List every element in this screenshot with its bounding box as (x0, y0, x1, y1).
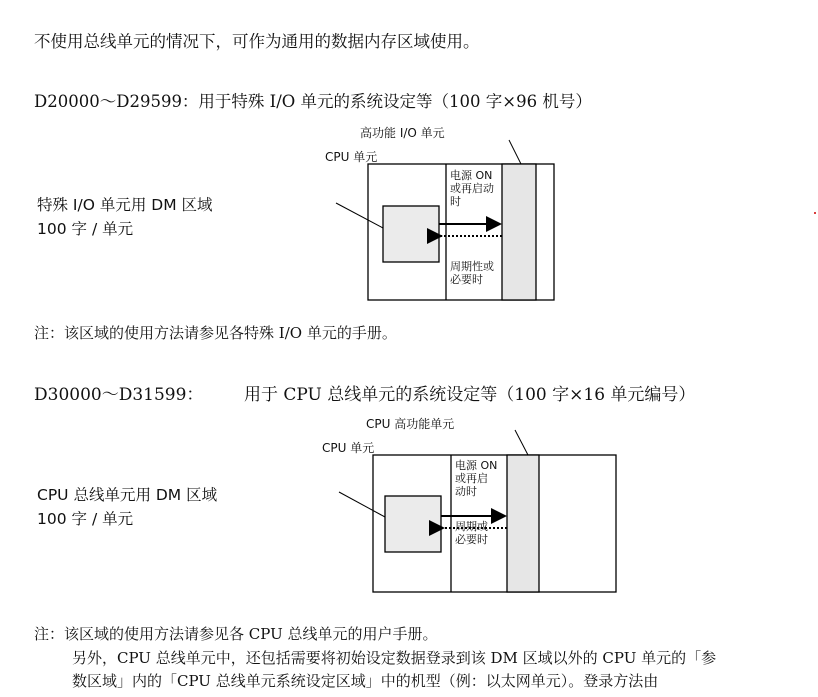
poweron-label-2 (455, 459, 497, 498)
periodic-line1: 周期或 (455, 520, 488, 533)
highfunc-unit-slot-2 (507, 455, 539, 592)
section2-note-line2: 另外，CPU 总线单元中，还包括需要将初始设定数据登录到该 DM 区域以外的 CPU 单元的「参 (72, 649, 717, 667)
highfunc-pointer-1 (509, 140, 521, 164)
label-highfunc-2: CPU 高功能单元 (366, 417, 455, 431)
highfunc-pointer-2 (515, 430, 528, 455)
poweron-line1: 电源 ON (450, 169, 493, 182)
section2-heading-code: D30000～D31599： (34, 385, 204, 405)
section2-heading-desc: 用于 CPU 总线单元的系统设定等（100 字×16 单元编号） (244, 385, 696, 405)
section2-note-line3: 数区域」内的「CPU 总线单元系统设定区域」中的机型（例：以太网单元）。登录方法由 (72, 672, 659, 690)
dm-area-label-2 (37, 483, 217, 531)
label-cpu-1: CPU 单元 (325, 150, 378, 164)
dm-area-box-1 (383, 206, 439, 262)
dm-area-line2: 100 字 / 单元 (37, 220, 134, 238)
dm-area-line1: CPU 总线单元用 DM 区域 (37, 486, 218, 504)
section2-note-line1: 注：该区域的使用方法请参见各 CPU 总线单元的用户手册。 (34, 625, 438, 643)
label-highfunc-1: 高功能 I/O 单元 (360, 126, 445, 140)
dm-area-box-2 (385, 496, 441, 552)
periodic-line1: 周期性或 (450, 260, 494, 273)
intro-text: 不使用总线单元的情况下，可作为通用的数据内存区域使用。 (34, 32, 480, 51)
dm-area-label-1 (37, 193, 213, 241)
margin-mark (814, 212, 816, 214)
periodic-line2: 必要时 (455, 533, 488, 546)
periodic-label-1 (450, 260, 494, 286)
highfunc-unit-slot-1 (502, 164, 536, 300)
poweron-line2: 或再启 (455, 472, 488, 485)
poweron-line3: 时 (450, 195, 461, 208)
poweron-line1: 电源 ON (455, 459, 498, 472)
dm-area-line2: 100 字 / 单元 (37, 510, 134, 528)
dm-area-line1: 特殊 I/O 单元用 DM 区域 (37, 196, 213, 214)
section1-note: 注：该区域的使用方法请参见各特殊 I/O 单元的手册。 (34, 324, 397, 342)
poweron-label-1 (450, 169, 494, 208)
poweron-line3: 动时 (455, 485, 477, 498)
section1-heading: D20000～D29599：用于特殊 I/O 单元的系统设定等（100 字×96 机号） (34, 92, 592, 111)
label-cpu-2: CPU 单元 (322, 441, 375, 455)
poweron-line2: 或再启动 (450, 182, 494, 195)
periodic-line2: 必要时 (450, 273, 483, 286)
periodic-label-2 (455, 520, 488, 546)
